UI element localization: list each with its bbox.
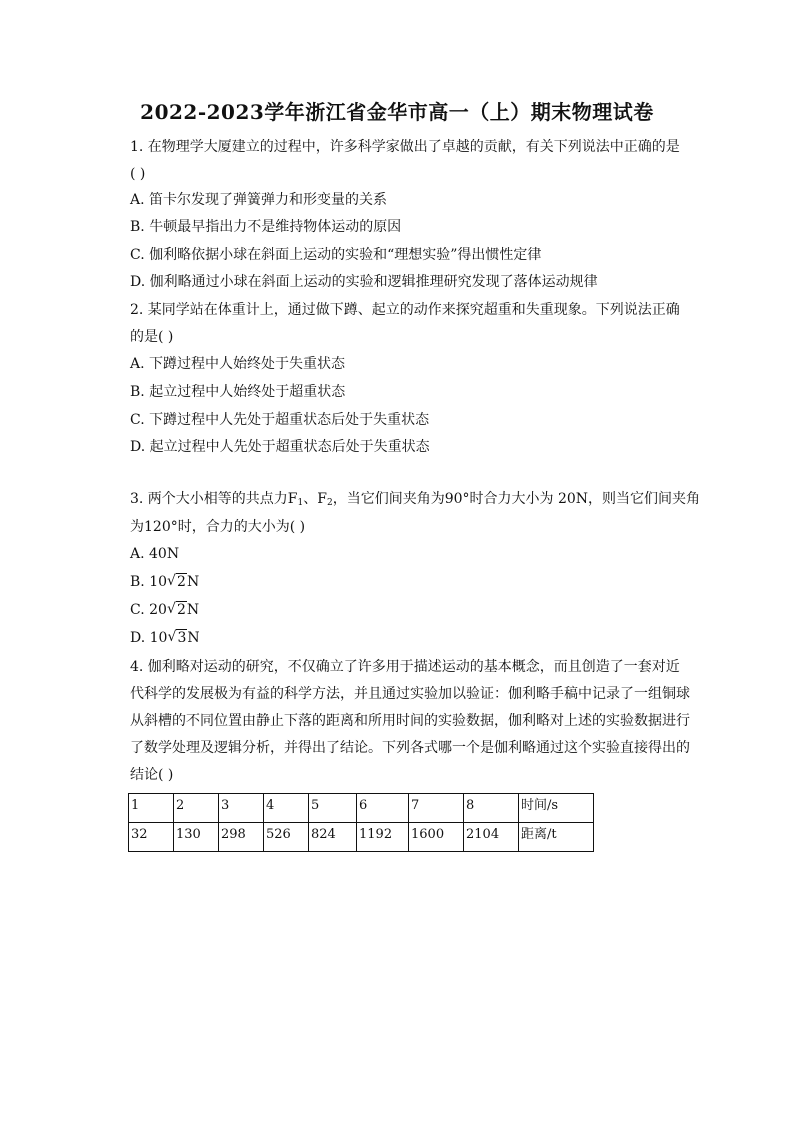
table-cell: 距离/t bbox=[519, 823, 594, 852]
table-row bbox=[129, 794, 594, 823]
sqrt-symbol bbox=[167, 628, 187, 648]
q3-stem-part-a: 3. 两个大小相等的共点力F bbox=[130, 491, 298, 507]
q4-data-table bbox=[128, 793, 594, 852]
q2-option-a: A. 下蹲过程中人始终处于失重状态 bbox=[130, 356, 346, 372]
table-cell: 4 bbox=[264, 794, 309, 823]
q4-stem-line1: 4. 伽利略对运动的研究，不仅确立了许多用于描述运动的基本概念，而且创造了一套对近 bbox=[130, 659, 680, 675]
q3-option-c bbox=[130, 600, 700, 620]
q3-option-d-prefix: D. 10 bbox=[130, 630, 168, 646]
table-cell: 1192 bbox=[357, 823, 409, 852]
q3-option-c-prefix: C. 20 bbox=[130, 602, 167, 618]
q3-subscript-1: 1 bbox=[297, 498, 304, 508]
table-cell: 6 bbox=[357, 794, 409, 823]
table-cell: 1 bbox=[129, 794, 174, 823]
table-cell: 3 bbox=[219, 794, 264, 823]
q3-option-d-unit: N bbox=[187, 630, 200, 646]
q2-stem-line2: 的是( ) bbox=[130, 329, 174, 345]
table-cell: 时间/s bbox=[519, 794, 594, 823]
q3-option-b-prefix: B. 10 bbox=[130, 574, 168, 590]
q1-stem-line1: 1. 在物理学大厦建立的过程中，许多科学家做出了卓越的贡献，有关下列说法中正确的是 bbox=[130, 139, 680, 155]
table-cell: 5 bbox=[309, 794, 357, 823]
q1-option-d: D. 伽利略通过小球在斜面上运动的实验和逻辑推理研究发现了落体运动规律 bbox=[130, 274, 598, 290]
q1-option-c: C. 伽利略依据小球在斜面上运动的实验和“理想实验”得出惯性定律 bbox=[130, 247, 542, 263]
q2-option-d: D. 起立过程中人先处于超重状态后处于失重状态 bbox=[130, 439, 430, 455]
table-cell: 32 bbox=[129, 823, 174, 852]
q3-option-a: A. 40N bbox=[130, 546, 180, 562]
sqrt-symbol bbox=[167, 600, 187, 620]
table-cell: 2104 bbox=[464, 823, 519, 852]
q4-stem-line4: 了数学处理及逻辑分析，并得出了结论。下列各式哪一个是伽利略通过这个实验直接得出的 bbox=[130, 740, 690, 756]
table-row bbox=[129, 823, 594, 852]
q2-option-b: B. 起立过程中人始终处于超重状态 bbox=[130, 384, 346, 400]
q3-option-d bbox=[130, 628, 700, 648]
q3-option-c-unit: N bbox=[186, 602, 200, 618]
q3-option-b bbox=[130, 572, 700, 592]
table-cell: 7 bbox=[409, 794, 464, 823]
q4-stem-line2: 代科学的发展极为有益的科学方法，并且通过实验加以验证：伽利略手稿中记录了一组铜球 bbox=[130, 686, 690, 702]
q4-stem-line5: 结论( ) bbox=[130, 767, 174, 783]
q3-stem-line2: 为120°时，合力的大小为( ) bbox=[130, 519, 306, 535]
page-title: 2022-2023学年浙江省金华市高一（上）期末物理试卷 bbox=[140, 100, 654, 124]
q3-option-c-radicand: 2 bbox=[176, 602, 186, 618]
q3-option-b-radicand: 2 bbox=[177, 574, 186, 590]
q2-option-c: C. 下蹲过程中人先处于超重状态后处于失重状态 bbox=[130, 412, 430, 428]
table-cell: 824 bbox=[309, 823, 357, 852]
table-cell: 1600 bbox=[409, 823, 464, 852]
q3-option-b-unit: N bbox=[186, 574, 200, 590]
table-cell: 2 bbox=[174, 794, 219, 823]
table-cell: 298 bbox=[219, 823, 264, 852]
table-cell: 8 bbox=[464, 794, 519, 823]
q3-stem-part-b: 、F bbox=[303, 491, 327, 507]
q1-option-a: A. 笛卡尔发现了弹簧弹力和形变量的关系 bbox=[130, 192, 388, 208]
q1-option-b: B. 牛顿最早指出力不是维持物体运动的原因 bbox=[130, 219, 402, 235]
q2-stem-line1: 2. 某同学站在体重计上，通过做下蹲、起立的动作来探究超重和失重现象。下列说法正确 bbox=[130, 302, 680, 318]
q4-stem-line3: 从斜槽的不同位置由静止下落的距离和所用时间的实验数据，伽利略对上述的实验数据进行 bbox=[130, 713, 690, 729]
table-cell: 526 bbox=[264, 823, 309, 852]
q3-subscript-2: 2 bbox=[326, 498, 333, 508]
q1-stem-line2: ( ) bbox=[130, 166, 146, 182]
sqrt-symbol bbox=[167, 572, 187, 592]
q3-option-d-radicand: 3 bbox=[177, 630, 187, 646]
q3-stem-part-c: ，当它们间夹角为90°时合力大小为 20N，则当它们间夹角 bbox=[332, 491, 701, 507]
table-cell: 130 bbox=[174, 823, 219, 852]
q3-stem-line1 bbox=[130, 489, 700, 513]
